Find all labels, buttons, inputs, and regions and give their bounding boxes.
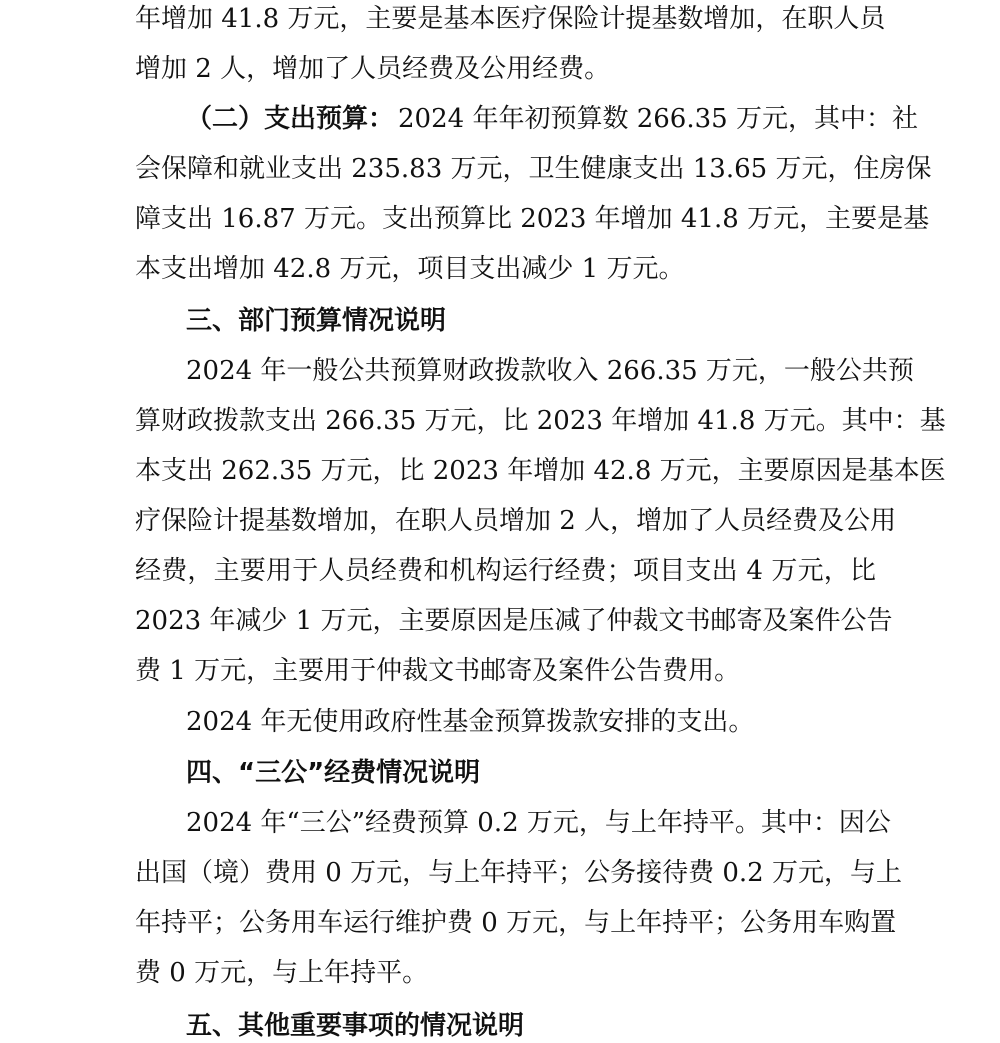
paragraph-line: 会保障和就业支出 235.83 万元，卫生健康支出 13.65 万元，住房保 (135, 154, 932, 184)
paragraph-line: 出国（境）费用 0 万元，与上年持平；公务接待费 0.2 万元，与上 (135, 858, 902, 888)
section-heading-3: 三、部门预算情况说明 (186, 306, 447, 336)
paragraph-line: 年持平；公务用车运行维护费 0 万元，与上年持平；公务用车购置 (135, 908, 897, 938)
paragraph-line: 费 1 万元，主要用于仲裁文书邮寄及案件公告费用。 (135, 656, 741, 686)
paragraph-line: 2024 年年初预算数 266.35 万元，其中：社 (398, 104, 918, 134)
paragraph-line: 本支出增加 42.8 万元，项目支出减少 1 万元。 (135, 254, 685, 284)
paragraph-line: 2024 年无使用政府性基金预算拨款安排的支出。 (186, 707, 755, 737)
paragraph-line: 年增加 41.8 万元，主要是基本医疗保险计提基数增加，在职人员 (135, 4, 886, 34)
paragraph-line: 经费，主要用于人员经费和机构运行经费；项目支出 4 万元，比 (135, 556, 876, 586)
expenditure-budget-heading: （二）支出预算： (186, 104, 395, 134)
paragraph-line: 增加 2 人，增加了人员经费及公用经费。 (135, 54, 611, 84)
paragraph-line: 2023 年减少 1 万元，主要原因是压减了仲裁文书邮寄及案件公告 (135, 606, 893, 636)
section-heading-5: 五、其他重要事项的情况说明 (186, 1011, 525, 1041)
paragraph-line: 疗保险计提基数增加，在职人员增加 2 人，增加了人员经费及公用 (135, 506, 897, 536)
paragraph-line: 费 0 万元，与上年持平。 (135, 958, 429, 988)
paragraph-line: 2024 年一般公共预算财政拨款收入 266.35 万元，一般公共预 (186, 356, 914, 386)
paragraph-line: 障支出 16.87 万元。支出预算比 2023 年增加 41.8 万元，主要是基 (135, 204, 930, 234)
paragraph-line: 算财政拨款支出 266.35 万元，比 2023 年增加 41.8 万元。其中：基 (135, 406, 946, 436)
paragraph-line: 2024 年“三公”经费预算 0.2 万元，与上年持平。其中：因公 (186, 808, 891, 838)
section-heading-4: 四、“三公”经费情况说明 (186, 758, 481, 788)
paragraph-line: 本支出 262.35 万元，比 2023 年增加 42.8 万元，主要原因是基本医 (135, 456, 946, 486)
